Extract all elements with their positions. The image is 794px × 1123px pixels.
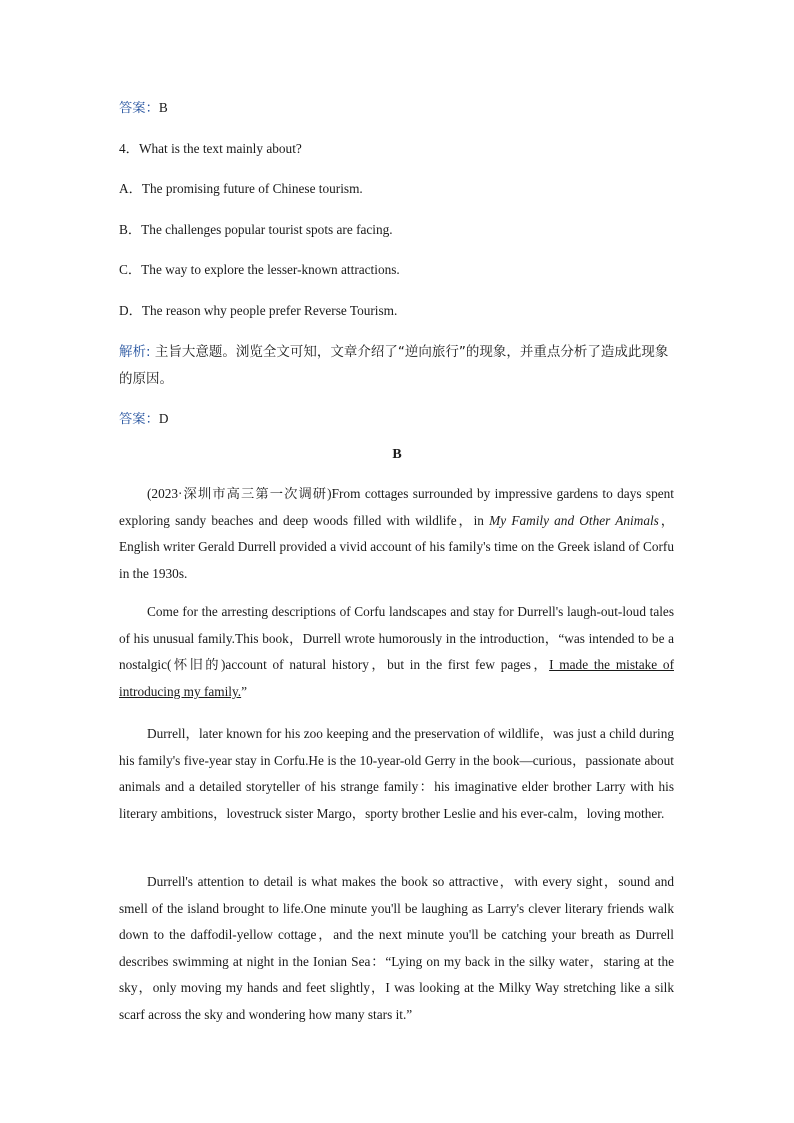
answer-prev [119,97,168,116]
option-label: B． [119,222,142,237]
answer-value: B [158,100,168,115]
answer-value: D [158,411,169,426]
answer-label: 答案： [119,100,159,115]
option-b [119,219,393,238]
paragraph-text: Come for the arresting descriptions of Corfu landscapes and stay for Durrell's laugh-out-loud tales of his unusual family.This book，Durrell wrote humorously in the introduction，“was intended to be a nostalgic(怀旧的)account of natural history，but in the first few pages， [119,604,674,673]
paragraph-text: ，English writer Gerald Durrell provided a vivid account of his family's time on the Greek island of Corfu in the 1930s. [119,512,674,581]
question-stem [119,138,302,157]
paragraph-text: (2023·深圳市高三第一次调研)From cottages surrounded by impressive gardens to days spent exploring sandy beaches and deep woods filled with wildlife，in [119,486,674,528]
analysis [119,339,675,393]
option-d [119,300,397,319]
answer-label: 答案： [119,411,159,426]
passage-paragraph-3: Durrell，later known for his zoo keeping and the preservation of wildlife，was just a child during his family's five-year stay in Corfu.He is the 10-year-old Gerry in the book—curious，passionate about animals and a detailed storyteller of his strange family：his imaginative elder brother Larry with his literary ambitions，lovestruck sister Margo，sporty brother Leslie and his ever-calm，loving mother. [119,726,674,821]
option-text: The promising future of Chinese tourism. [141,181,363,196]
option-c [119,259,400,278]
passage-paragraph-4: Durrell's attention to detail is what makes the book so attractive，with every sight，sound and smell of the island brought to life.One minute you'll be laughing as Larry's clever literary friends walk down to the daffodil-yellow cottage，and the next minute you'll be catching your breath as Durrell describes swimming at night in the Ionian Sea：“Lying on my back in the silky water，staring at the sky，only moving my hands and feet slightly，I was looking at the Milky Way stretching like a silk scarf across the sky and wondering how many stars it.” [119,874,674,1022]
paragraph-text: ” [241,683,248,699]
option-text: The challenges popular tourist spots are facing. [141,222,393,237]
option-label: A． [119,181,142,196]
option-label: C． [119,262,142,277]
option-text: The reason why people prefer Reverse Tourism. [141,303,398,318]
option-text: The way to explore the lesser-known attractions. [141,262,400,277]
question-number: 4． [119,141,139,156]
analysis-label: 解析: [119,344,151,360]
question-text: What is the text mainly about? [138,141,302,156]
underlined-sentence: I made the mistake of introducing my family. [119,657,674,699]
book-title: My Family and Other Animals [489,512,659,528]
analysis-text: 主旨大意题。浏览全文可知，文章介绍了“逆向旅行”的现象，并重点分析了造成此现象的原因。 [119,344,669,387]
option-label: D． [119,303,142,318]
option-a [119,178,363,197]
answer [119,408,169,427]
passage-paragraph-2 [119,599,674,705]
passage-paragraph-1 [119,481,674,587]
section-title: B [392,447,402,462]
